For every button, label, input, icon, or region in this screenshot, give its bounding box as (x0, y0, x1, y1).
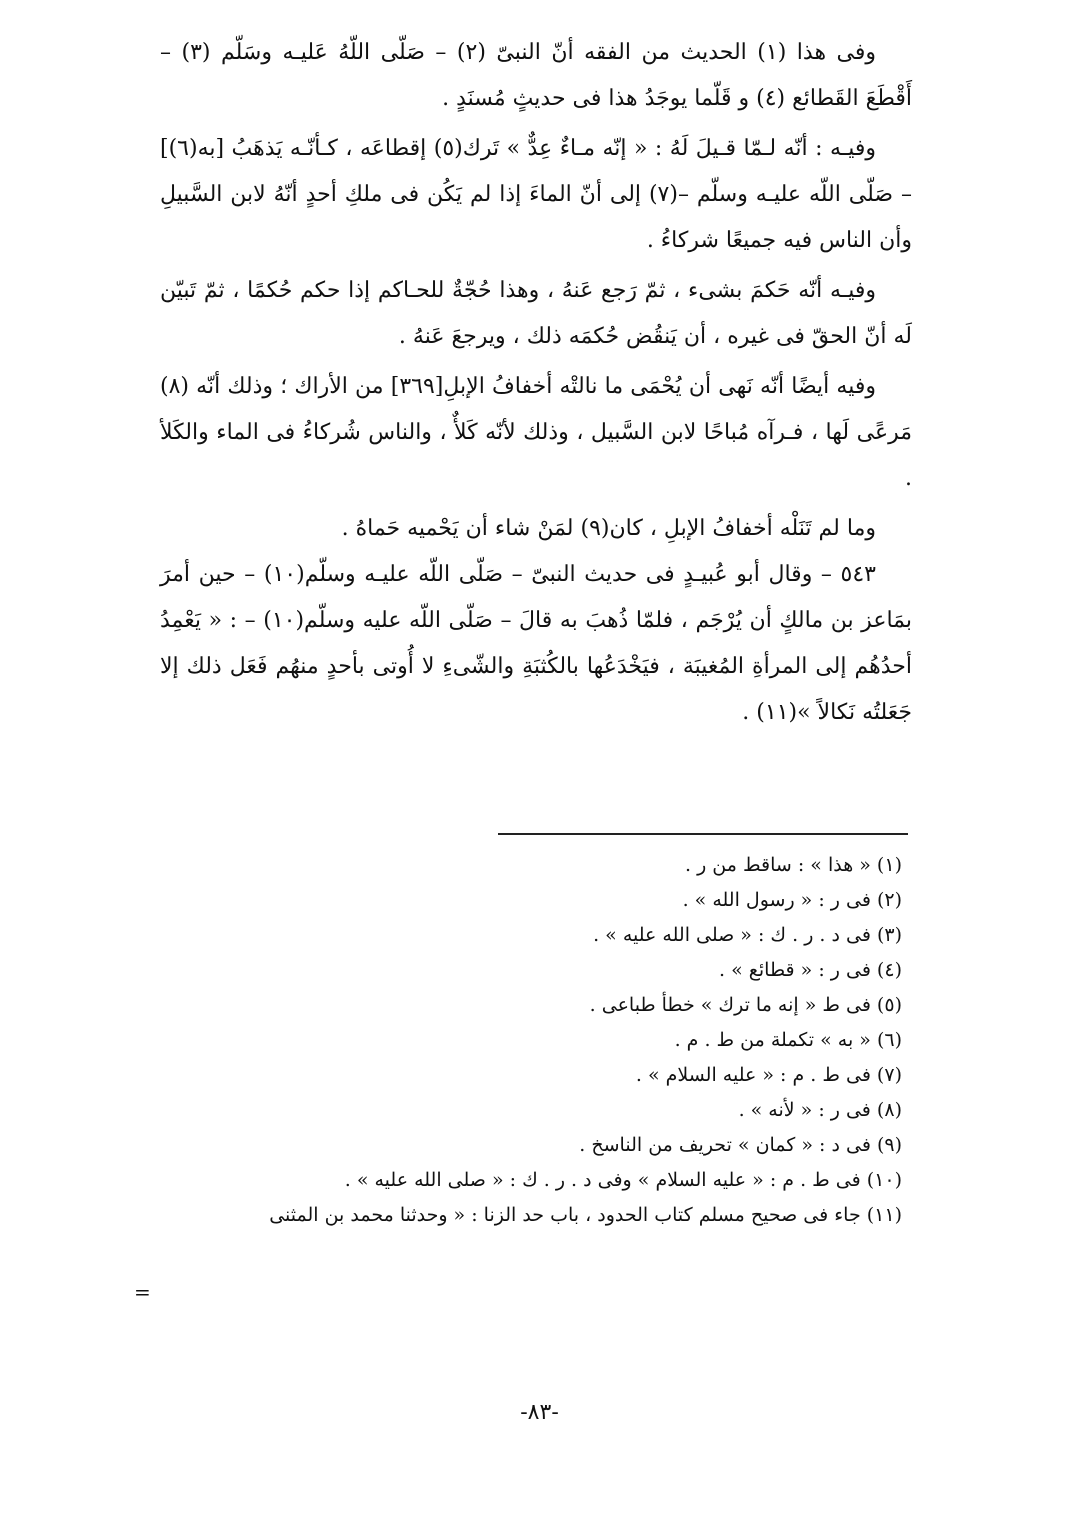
continuation-mark: = (134, 1280, 151, 1304)
footnote: (١) « هذا » : ساقط من ر . (685, 854, 902, 876)
paragraph: وفيـه : أنّه لـمّا قـيلَ لَهُ : « إنّه مـاءٌ عِدٌّ » تَرك(٥) إقطاعَه ، كـأنّـه يَذهَبُ [به(٦)] – صَلّى اللّه عليـه وسلّم –(٧) إلى أنّ الماءَ إذا لم يَكُن فى ملكِ أحدٍ أنّهُ لابن السَّبيلِ وأن الناس فيه جميعًا شركاءُ . (160, 136, 912, 253)
paragraph: وفيـه أنّه حَكمَ بشىء ، ثمّ رَجع عَنهُ ، وهذا حُجّةٌ للحـاكم إذا حكم حُكمًا ، ثمّ تَبيّن لَه أنّ الحقّ فى غيره ، أن يَنقُض حُكمَه ذلك ، ويرجعَ عَنهُ . (160, 278, 912, 349)
paragraph: وفى هذا (١) الحديث من الفقه أنّ النبىّ (٢) – صَلّى اللّهُ عَليـه وسَلّم (٣) – أَقْطَعَ القَطائع (٤) و قَلّما يوجَدُ هذا فى حديثٍ مُسنَدٍ . (160, 40, 912, 111)
paragraph: وما لم تَنَلْه أخفافُ الإبلِ ، كان(٩) لمَنْ شاء أن يَحْميه حَماهُ . (341, 516, 876, 541)
footnote: (٢) فى ر : « رسول الله » . (682, 889, 902, 911)
footnote-separator (498, 833, 908, 835)
footnote: (١١) جاء فى صحيح مسلم كتاب الحدود ، باب حد الزنا : « وحدثنا محمد بن المثنى (269, 1204, 902, 1226)
page-number: -٨٣- (520, 1400, 559, 1425)
footnote: (٣) فى د . ر . ك : « صلى الله عليه » . (593, 924, 902, 946)
footnote: (٦) « به » تكملة من ط . م . (674, 1029, 902, 1051)
main-text (160, 30, 912, 736)
footnote: (٩) فى د : « كمان » تحريف من الناسخ . (579, 1134, 902, 1156)
footnote: (٥) فى ط « إنه ما ترك » خطأ طباعى . (589, 994, 902, 1016)
paragraph: وفيه أيضًا أنّه نَهى أن يُحْمَى ما نالتْه أخفافُ الإبلِ[٣٦٩] من الأراك ؛ وذلك أنّه (٨) مَرعًى لَها ، فـرآه مُباحًا لابن السَّبيل ، وذلك لأنّه كَلأٌ ، والناس شُركاءُ فى الماء والكَلأ . (160, 374, 912, 491)
footnote: (٨) فى ر : « لأنه » . (738, 1099, 902, 1121)
paragraph: ٥٤٣ – وقال أبو عُبيـدٍ فى حديث النبىّ – صَلّى اللّه عليـه وسلّم(١٠) – حين أمرَ بمَاعز بن مالكٍ أن يُرْجَم ، فلمّا ذُهبَ به قالَ – صَلّى اللّه عليه وسلّم(١٠) – : « يَعْمِدُ أحدُهُم إلى المرأةِ المُغيبَة ، فيَخْدَعُها بالكُثبَةِ والشّىءِ لا أُوتى بأحدٍ منهُم فَعَل ذلك إلا جَعَلتُه نَكالاً »(١١) . (160, 562, 912, 725)
footnotes (150, 848, 902, 1233)
footnote: (١٠) فى ط . م : « عليه السلام » وفى د . ر . ك : « صلى الله عليه » . (344, 1169, 902, 1191)
footnote: (٤) فى ر : « قطائع » . (719, 959, 902, 981)
footnote: (٧) فى ط . م : « عليه السلام » . (635, 1064, 902, 1086)
